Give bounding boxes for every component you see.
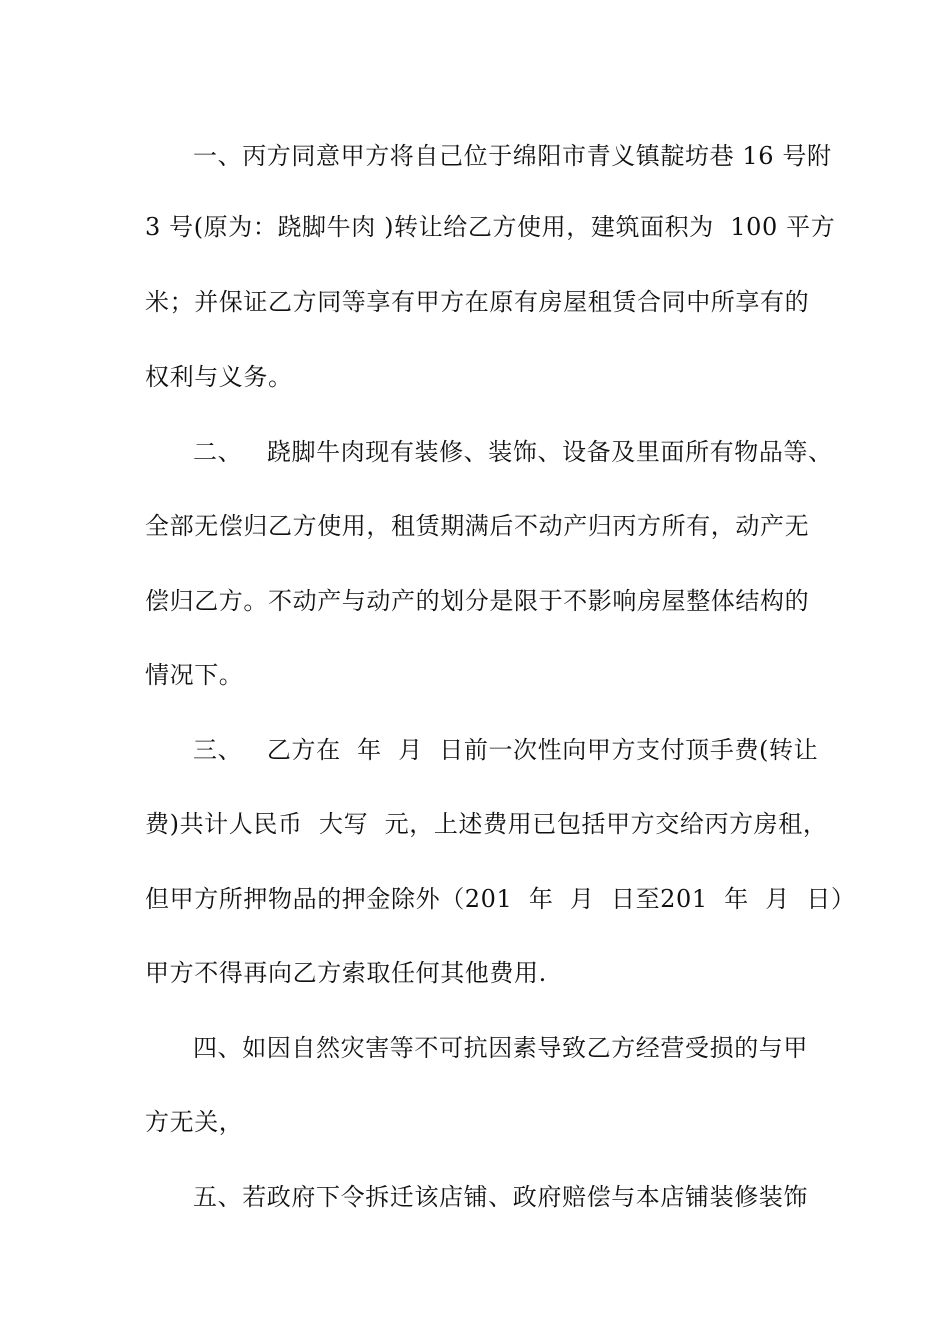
paragraph-1-line-3: 米；并保证乙方同等享有甲方在原有房屋租赁合同中所享有的 — [145, 288, 810, 316]
paragraph-3-line-4: 甲方不得再向乙方索取任何其他费用. — [145, 959, 547, 987]
paragraph-2-line-4: 情况下。 — [145, 661, 244, 689]
paragraph-3-line-3: 但甲方所押物品的押金除外（201 年 月 日至201 年 月 日） — [145, 885, 856, 913]
paragraph-2-line-1: 二、 跷脚牛肉现有装修、装饰、设备及里面所有物品等、 — [193, 438, 833, 466]
paragraph-1-line-2: 3 号(原为：跷脚牛肉 )转让给乙方使用，建筑面积为 100 平方 — [145, 213, 836, 241]
paragraph-1-line-4: 权利与义务。 — [145, 363, 293, 391]
paragraph-3-line-1: 三、 乙方在 年 月 日前一次性向甲方支付顶手费(转让 — [193, 736, 819, 764]
paragraph-4-line-1: 四、如因自然灾害等不可抗因素导致乙方经营受损的与甲 — [193, 1034, 808, 1062]
paragraph-2-line-3: 偿归乙方。不动产与动产的划分是限于不影响房屋整体结构的 — [145, 587, 810, 615]
paragraph-2-line-2: 全部无偿归乙方使用，租赁期满后不动产归丙方所有，动产无 — [145, 512, 810, 540]
paragraph-1-line-1: 一、丙方同意甲方将自己位于绵阳市青义镇靛坊巷 16 号附 — [193, 142, 832, 170]
paragraph-5-line-1: 五、若政府下令拆迁该店铺、政府赔偿与本店铺装修装饰 — [193, 1183, 808, 1211]
paragraph-3-line-2: 费)共计人民币 大写 元，上述费用已包括甲方交给丙方房租， — [145, 810, 828, 838]
paragraph-4-line-2: 方无关， — [145, 1108, 244, 1136]
